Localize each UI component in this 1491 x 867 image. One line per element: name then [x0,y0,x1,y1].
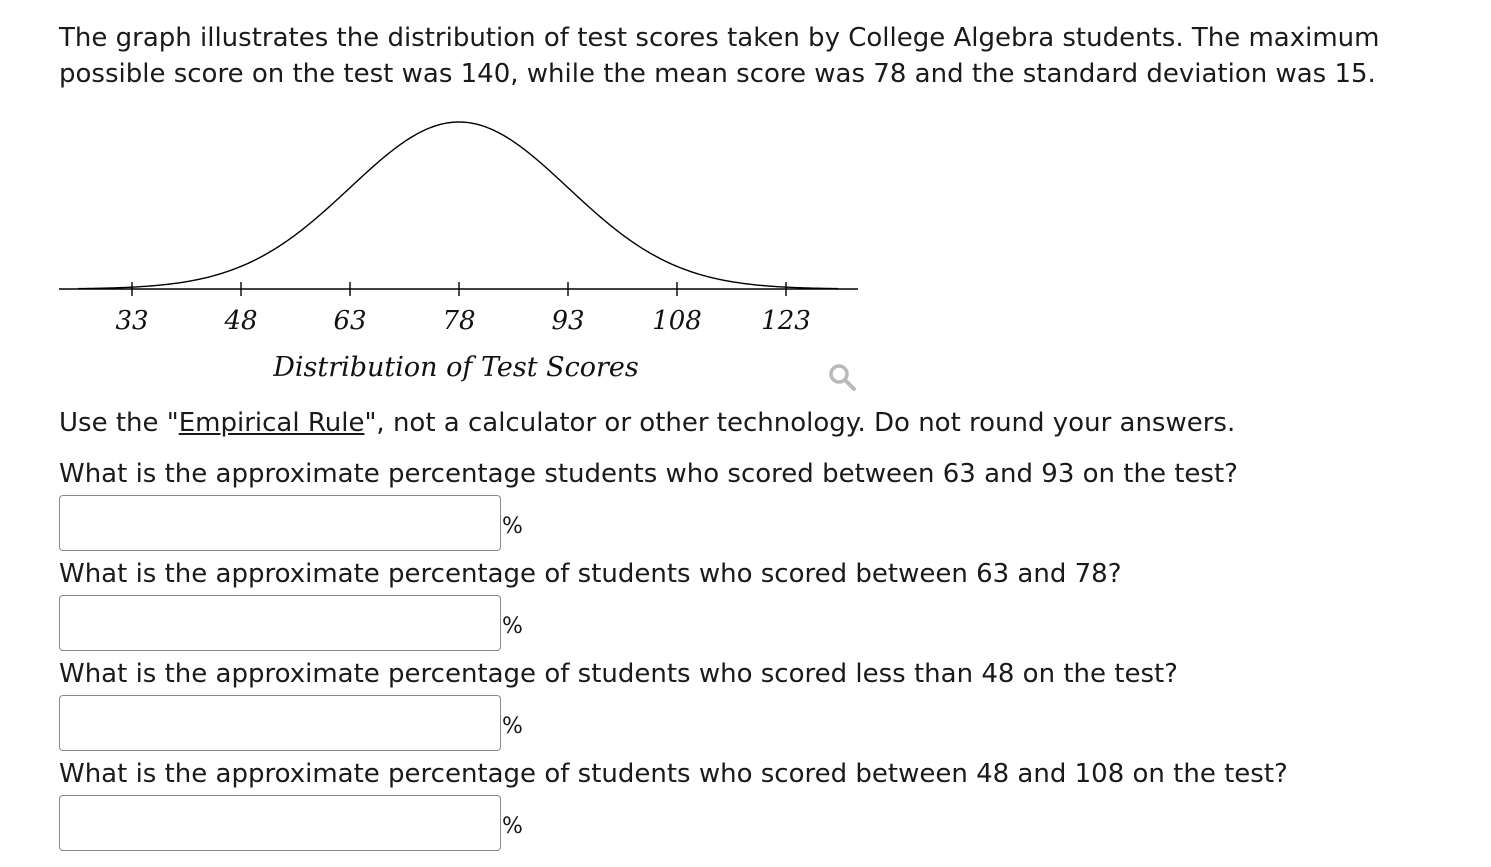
answer-input-3[interactable] [59,695,501,751]
answer-input-4[interactable] [59,795,501,851]
question-3-prompt: What is the approximate percentage of students who scored less than 48 on the test? [59,659,1178,689]
instruction-prefix: Use the " [59,408,179,438]
instruction-text [59,406,1235,440]
x-tick-label-93: 93 [551,306,585,336]
problem-intro: The graph illustrates the distribution of test scores taken by College Algebra students. The maximum possible score on the test was 140, while the mean score was 78 and the standard deviation was 15. [59,23,1380,89]
x-tick-label-78: 78 [442,306,476,336]
x-tick-label-108: 108 [652,306,702,336]
percent-unit-2: % [502,614,523,639]
empirical-rule-link[interactable]: Empirical Rule [178,408,365,438]
question-4-prompt: What is the approximate percentage of students who scored between 48 and 108 on the test? [59,759,1288,789]
answer-input-1[interactable] [59,495,501,551]
percent-unit-4: % [502,814,523,839]
x-tick-label-63: 63 [333,306,367,336]
x-tick-label-33: 33 [115,306,149,336]
normal-distribution-curve [78,122,838,289]
magnifier-icon [826,362,860,394]
x-axis-label: Distribution of Test Scores [273,352,639,383]
normal-curve-chart [0,100,870,390]
x-tick-label-48: 48 [224,306,258,336]
answer-input-2[interactable] [59,595,501,651]
percent-unit-3: % [502,714,523,739]
distribution-graph [0,100,870,394]
question-2-prompt: What is the approximate percentage of students who scored between 63 and 78? [59,559,1122,589]
question-1-prompt: What is the approximate percentage students who scored between 63 and 93 on the test? [59,459,1238,489]
zoom-button[interactable] [826,362,860,394]
percent-unit-1: % [502,514,523,539]
instruction-suffix: ", not a calculator or other technology. Do not round your answers. [364,408,1236,438]
x-tick-label-123: 123 [761,306,811,336]
